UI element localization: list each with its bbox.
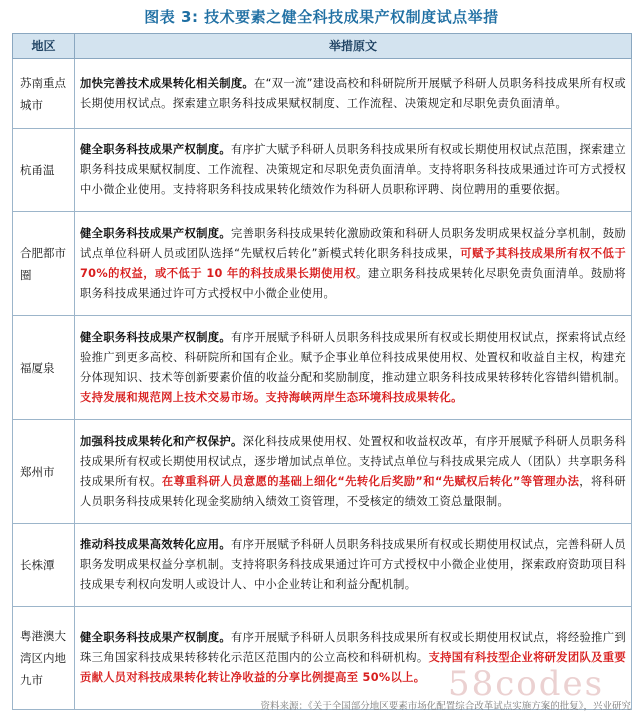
measure-heading: 推动科技成果高效转化应用。 (80, 538, 232, 551)
measure-cell (75, 316, 632, 420)
measure-text: 深化科技成果使用权、处置权和收益权改革，有序开展赋予科研人员职务科技成果所有权或长期使用权试点，逐步增加试点单位。支持试点单位与科技成果完成人（团队）共享职务科技成果所有权。 (80, 434, 627, 488)
highlight-text: 可赋予其科技成果所有权不低于 70%的权益，或不低于 10 年的科技成果长期使用权 (80, 246, 626, 280)
measure-heading: 健全职务科技成果产权制度。 (80, 631, 232, 644)
measure-cell (75, 420, 632, 524)
measure-heading: 加快完善技术成果转化相关制度。 (80, 76, 255, 90)
table-body (13, 59, 632, 710)
measure-text: 完善职务科技成果转化激励政策和科研人员职务发明成果权益分享机制，鼓励试点单位科研人员或团队选择“先赋权后转化”新模式转化职务科技成果， (80, 226, 626, 260)
measure-heading: 健全职务科技成果产权制度。 (80, 330, 232, 344)
measure-text: 有序开展赋予科研人员职务科技成果所有权或长期使用权试点，将经验推广到珠三角国家科技成果转移转化示范区范围内的公立高校和科研机构。 (80, 631, 626, 664)
table-row (13, 524, 632, 607)
highlight-text: 在尊重科研人员意愿的基础上细化“先转化后奖励”和“先赋权后转化”等管理办法 (161, 474, 580, 488)
measure-heading: 加强科技成果转化和产权保护。 (80, 434, 243, 448)
measure-cell (75, 129, 632, 212)
region-cell: 苏南重点城市 (13, 59, 75, 129)
measure-text: 有序开展赋予科研人员职务科技成果所有权或长期使用权试点，探索将试点经验推广到更多高校、科研院所和国有企业。赋予企事业单位科技成果使用权、处置权和收益自主权，构建充分体现知识、技术等创新要素价值的收益分配和奖励制度，推动建立职务科技成果转移转化容错纠错机制。 (80, 330, 626, 384)
table-row (13, 420, 632, 524)
measure-text: 。建立职务科技成果转化尽职免责负面清单。鼓励将职务科技成果通过许可方式授权中小微企业使用。 (80, 266, 626, 300)
region-cell: 长株潭 (13, 524, 75, 607)
measure-text: 有序扩大赋予科研人员职务科技成果所有权或长期使用权试点范围，探索建立职务科技成果赋权制度、工作流程、决策规定和尽职免责负面清单。支持将职务科技成果通过许可方式授权中小微企业使用。支持将职务科技成果转化绩效作为科研人员职称评聘、岗位聘用的重要依据。 (80, 143, 626, 196)
highlight-text: 支持发展和规范网上技术交易市场。支持海峡两岸生态环境科技成果转化。 (80, 390, 463, 404)
region-cell: 郑州市 (13, 420, 75, 524)
measures-table (12, 33, 632, 710)
region-cell: 合肥都市圈 (13, 212, 75, 316)
region-cell: 福厦泉 (13, 316, 75, 420)
measure-heading: 健全职务科技成果产权制度。 (80, 143, 232, 156)
table-row (13, 212, 632, 316)
table-row (13, 59, 632, 129)
measure-cell (75, 524, 632, 607)
measure-cell (75, 59, 632, 129)
table-row (13, 316, 632, 420)
measure-cell (75, 212, 632, 316)
measure-text: 有序开展赋予科研人员职务科技成果所有权或长期使用权试点，完善科研人员职务发明成果权益分享机制。支持将职务科技成果通过许可方式授权中小微企业使用，探索政府资助项目科技成果专利权向发明人或设计人、中小企业转让和利益分配机制。 (80, 538, 626, 591)
measure-text: 在“双一流”建设高校和科研院所开展赋予科研人员职务科技成果所有权或长期使用权试点。探索建立职务科技成果赋权制度、工作流程、决策规定和尽职免责负面清单。 (80, 76, 626, 110)
table-header-row (13, 34, 632, 59)
measure-text: ，将科研人员职务科技成果转化现金奖励纳入绩效工资管理，不受核定的绩效工资总量限制。 (80, 474, 626, 508)
source-note: 资料来源：《关于全国部分地区要素市场化配置综合改革试点实施方案的批复》，兴业研究 (260, 701, 631, 712)
header-measures: 举措原文 (75, 34, 632, 59)
table-row (13, 129, 632, 212)
measure-heading: 健全职务科技成果产权制度。 (80, 226, 232, 240)
page-title: 图表 3: 技术要素之健全科技成果产权制度试点举措 (144, 8, 499, 26)
region-cell: 粤港澳大湾区内地九市 (13, 607, 75, 710)
highlight-text: 支持国有科技型企业将研发团队及重要贡献人员对科技成果转化转让净收益的分享比例提高至 50%以上。 (80, 651, 626, 684)
region-cell: 杭甬温 (13, 129, 75, 212)
watermark: 58codes (448, 664, 605, 704)
header-region: 地区 (13, 34, 75, 59)
